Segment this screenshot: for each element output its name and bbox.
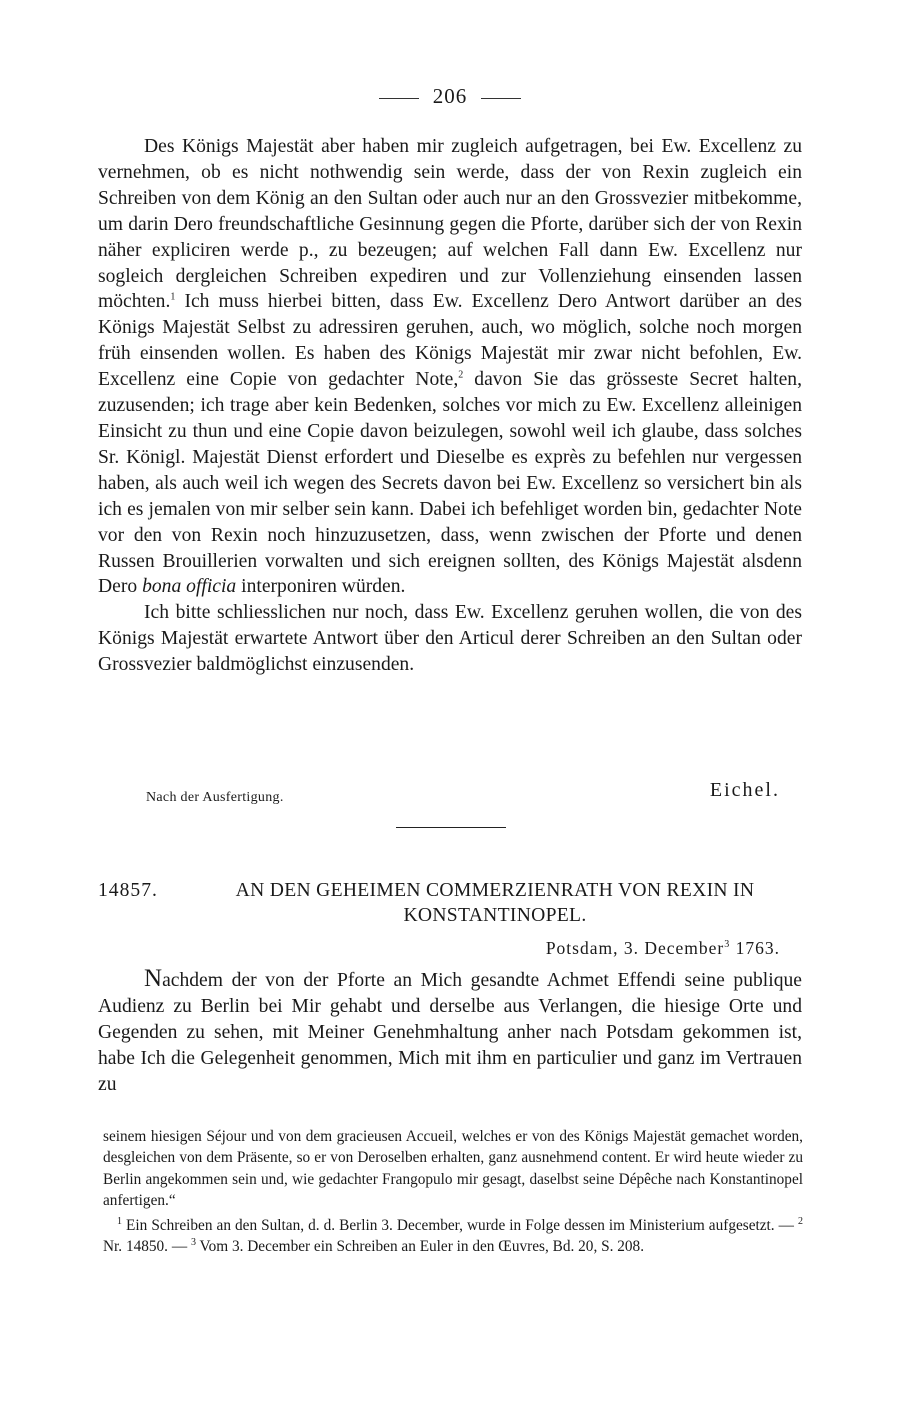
initial-letter: N xyxy=(144,965,163,992)
letter-14857-body xyxy=(98,966,802,1098)
footnote-marker: 3 xyxy=(190,1236,196,1248)
footnote-1: Ein Schreiben an den Sultan, d. d. Berlin 3. December, wurde in Folge dessen im Ministerium aufgesetzt. — xyxy=(122,1216,798,1234)
closing-row xyxy=(98,776,802,806)
footnote-list xyxy=(103,1215,803,1258)
body-paragraph: Des Königs Majestät aber haben mir zugleich aufgetragen, bei Ew. Excellenz zu vernehmen, ob es nicht nothwendig sein werde, dass der von Rexin zugleich ein Schreiben von dem König an den Sultan oder auch nur an den Grossvezier mitbekomme, um darin Dero freundschaftliche Gesinnung gegen die Pforte, darüber sich der von Rexin näher expliciren werde p., zu bezeugen; auf welchen Fall dann Ew. Excellenz nur sogleich dergleichen Schreiben expediren und zur Vollenziehung einsenden lassen möchten.$^1$ Ich muss hierbei bitten, dass Ew. Excellenz Dero Antwort darüber an des Königs Majestät Selbst zu adressiren geruhen, auch, wo möglich, solche noch morgen früh einsenden wollen. Es haben des Königs Majestät mir zwar nicht befohlen, Ew. Excellenz eine Copie von gedachter Note,$^2$ davon Sie das grösseste Secret halten, zuzusenden; ich trage aber kein Bedenken, solches vor mich zu Ew. Excellenz alleinigen Einsicht zu thun und eine Copie davon beizulegen, sowohl weil ich glaube, dass solches Sr. Königl. Majestät Dienst erfordert und Dieselbe es exprès zu befehlen nur vergessen haben, als auch weil ich wegen des Secrets davon bei Ew. Excellenz so versichert bin als ich es jemalen von mir selber sein kann. Dabei ich befehliget worden bin, gedachter Note vor den von Rexin noch hinzuzusetzen, dass, wenn zwischen der Pforte und denen Russen Brouillerien vorwalten und sich ereignen sollten, des Königs Majestät alsdenn Dero bona officia interponiren würden. xyxy=(98,136,802,598)
signature: Eichel. xyxy=(709,779,780,801)
footnote-3: Vom 3. December ein Schreiben an Euler in den Œuvres, Bd. 20, S. 208. xyxy=(195,1238,645,1256)
page-header xyxy=(0,84,900,109)
dateline: Potsdam, 3. December$^3$ 1763. xyxy=(545,938,780,958)
footnote-marker: 2 xyxy=(798,1215,803,1227)
letter-heading xyxy=(98,878,802,928)
header-rule-left xyxy=(379,98,419,99)
letter-title: AN DEN GEHEIMEN COMMERZIENRATH VON REXIN IN KONSTANTINOPEL. xyxy=(235,880,755,926)
footnote-marker: 3 xyxy=(724,939,731,951)
footnote-marker: 1 xyxy=(117,1215,122,1227)
body-paragraph: Ich bitte schliesslichen nur noch, dass Ew. Excellenz geruhen wollen, die von des Königs Majestät erwartete Antwort über den Articul derer Schreiben an den Sultan oder Grossvezier baldmöglichst einzusenden. xyxy=(98,602,802,676)
body-paragraph: Nachdem der von der Pforte an Mich gesandte Achmet Effendi seine publique Audienz zu Berlin bei Mir gehabt und derselbe aus Verlangen, die hiesige Orte und Gegenden zu sehen, mit Meiner Genehmhaltung anher nach Potsdam gekommen ist, habe Ich die Gelegenheit genommen, Mich mit ihm en particulier und ganz im Vertrauen zu xyxy=(98,965,802,1095)
footnote-2: Nr. 14850. — xyxy=(103,1238,191,1256)
footnote-continuation: seinem hiesigen Séjour und von dem gracieusen Accueil, welches er von des Königs Majestät gemachet worden, desgleichen von dem Präsente, so er von Deroselben erhalten, ganz ausnehmend content. Er wird heute wieder zu Berlin angekommen sein und, wie gedachter Frangopulo mir gesagt, daselbst seine Dépêche nach Konstantinopel anfertigen.“ xyxy=(103,1128,803,1210)
footnotes xyxy=(103,1126,803,1257)
footnote-marker: 2 xyxy=(458,369,464,381)
page-number: 206 xyxy=(432,84,468,108)
source-note: Nach der Ausfertigung. xyxy=(146,790,284,805)
letter-number: 14857. xyxy=(98,880,158,901)
header-rule-right xyxy=(481,98,521,99)
section-divider xyxy=(396,827,506,828)
letter-14856-continuation xyxy=(98,134,802,678)
italic-phrase: bona officia xyxy=(142,576,237,598)
footnote-marker: 1 xyxy=(170,291,176,303)
